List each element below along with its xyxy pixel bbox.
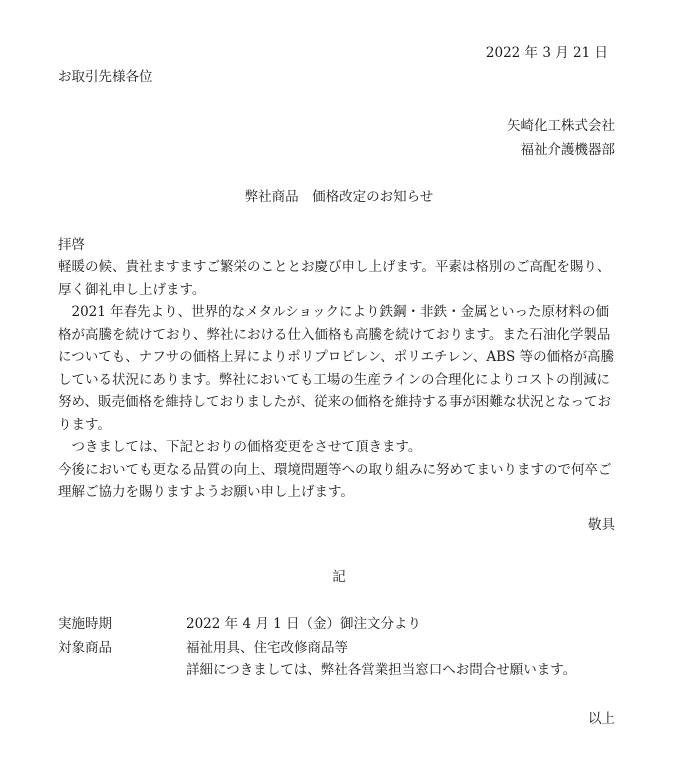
- greeting-paragraph: 軽暖の候、貴社ますますご繁栄のこととお慶び申し上げます。平素は格別のご高配を賜り、厚く御礼申し上げます。: [58, 259, 611, 298]
- effective-date-value: 2022 年 4 月 1 日（金）御注文分より: [186, 616, 421, 632]
- company-name: 矢崎化工株式会社: [507, 118, 615, 134]
- target-products-value: 福祉用具、住宅改修商品等: [186, 640, 348, 656]
- opening-salutation: 拝啓: [58, 237, 85, 253]
- department-name: 福祉介護機器部: [520, 142, 615, 158]
- issue-date: 2022 年 3 月 21 日: [485, 45, 608, 61]
- reason-paragraph: 2021 年春先より、世界的なメタルショックにより鉄鋼・非鉄・金属といった原材料の価格が高騰を続けており、弊社における仕入価格も高騰を続けております。また石油化学製品についても、ナフサの価格上昇によりポリプロピレン、ポリエチレン、ABS 等の価格が高騰している状況にあります。弊社においても工場の生産ラインの合理化によりコストの削減に努め、販売価格を維持しておりましたが、従来の価格を維持する事が困難な状況となっております。: [58, 304, 615, 433]
- closing-paragraph: 今後においても更なる品質の向上、環境問題等への取り組みに努めてまいりますので何卒ご理解ご協力を賜りますようお願い申し上げます。: [58, 461, 612, 500]
- effective-date-row: [58, 613, 421, 635]
- document-title: 弊社商品 価格改定のお知らせ: [244, 189, 434, 205]
- inquiry-note: 詳細につきましては、弊社各営業担当窓口へお問合せ願います。: [186, 662, 577, 678]
- target-products-row: [58, 637, 348, 659]
- closing-word: 敬具: [588, 517, 615, 533]
- announcement-paragraph: つきましては、下記とおりの価格変更をさせて頂きます。: [71, 439, 422, 455]
- recipient: お取引先様各位: [58, 69, 153, 85]
- effective-date-label: 実施時期: [58, 616, 112, 632]
- ki-heading: 記: [332, 569, 346, 585]
- end-mark: 以上: [588, 711, 615, 727]
- target-products-label: 対象商品: [58, 640, 112, 656]
- letter-body: [58, 256, 618, 504]
